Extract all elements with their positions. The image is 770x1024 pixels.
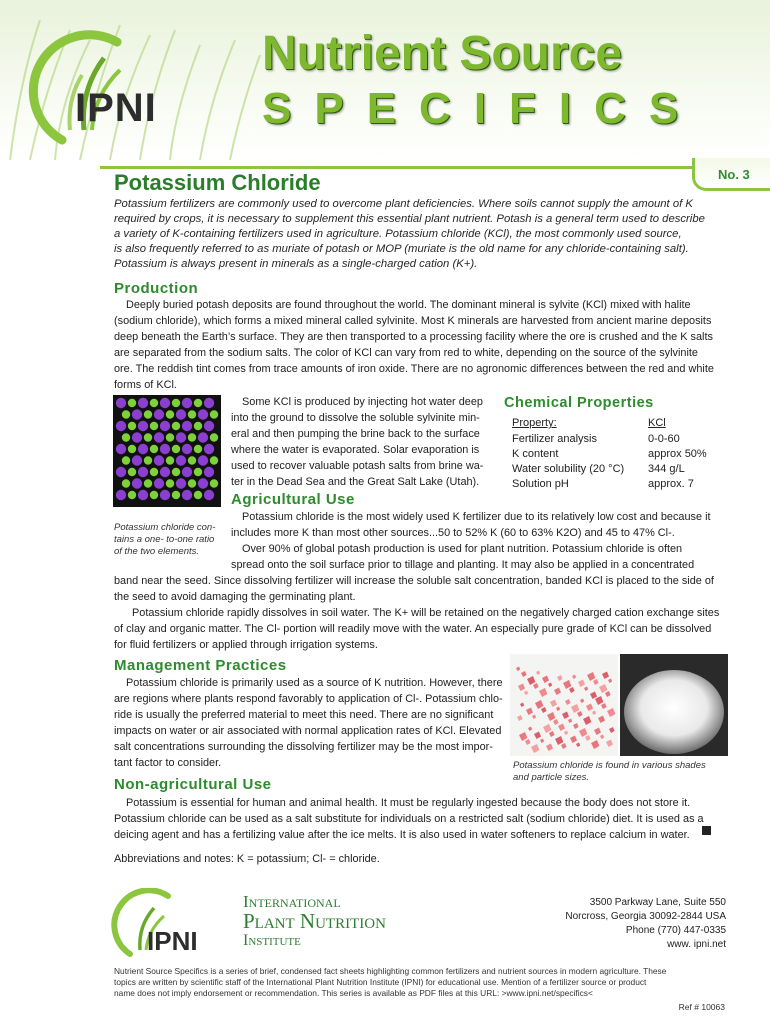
chloride-atom (166, 433, 174, 441)
intro-line: a variety of K-containing fertilizers used in agriculture. Potassium chloride (KCl), the most commonly used source, (114, 228, 682, 240)
body-line: Potassium chloride is the most widely used K fertilizer due to its relatively low cost and because it (242, 511, 711, 523)
table-cell: approx 50% (648, 448, 707, 460)
body-line: for fluid fertilizers or applied through irrigation systems. (114, 639, 378, 651)
potassium-atom (160, 467, 170, 477)
potassium-atom (138, 444, 148, 454)
intro-line: required by crops, it is necessary to supplement this essential plant nutrient. Potash is a general term used to describe (114, 213, 705, 225)
potassium-atom (176, 455, 186, 465)
body-line: Potassium chloride is primarily used as a source of K nutrition. However, there (126, 677, 503, 689)
chloride-atom (144, 479, 152, 487)
chloride-atom (150, 422, 158, 430)
body-line: used to recover valuable potash salts from brine wa- (231, 460, 484, 472)
chloride-atom (210, 456, 218, 464)
potassium-atom (182, 444, 192, 454)
body-line: ter in the Dead Sea and the Great Salt Lake (Utah). (231, 476, 480, 488)
chloride-atom (188, 410, 196, 418)
body-line: impacts on water or air associated with normal application rates of KCl. Elevated (114, 725, 502, 737)
body-line: eral and then pumping the brine back to the surface (231, 428, 480, 440)
potassium-atom (160, 398, 170, 408)
potassium-atom (182, 398, 192, 408)
potassium-atom (198, 432, 208, 442)
column-header-kcl: KCl (648, 417, 666, 429)
chloride-atom (172, 445, 180, 453)
chloride-atom (144, 410, 152, 418)
body-line: the seed to avoid damaging the germinating plant. (114, 591, 356, 603)
potassium-atom (176, 409, 186, 419)
body-line: ore. The reddish tint comes from trace amounts of iron oxide. There are no agronomic differences between the red and white (114, 363, 714, 375)
chloride-atom (128, 491, 136, 499)
body-line: Potassium chloride can be used as a salt substitute for individuals on a restricted salt (sodium chloride) diet. It is used as a (114, 813, 704, 825)
potassium-atom (160, 490, 170, 500)
chloride-atom (188, 456, 196, 464)
potassium-atom (116, 444, 126, 454)
figure-caption: of the two elements. (114, 546, 200, 557)
section-heading-chemical: Chemical Properties (504, 395, 654, 411)
potassium-atom (198, 455, 208, 465)
body-line: are regions where plants respond favorably to application of Cl-. Potassium chlo- (114, 693, 503, 705)
address-line: Norcross, Georgia 30092-2844 USA (565, 911, 726, 922)
chloride-atom (122, 410, 130, 418)
potassium-atom (204, 444, 214, 454)
chloride-atom (122, 433, 130, 441)
chloride-atom (172, 422, 180, 430)
potassium-atom (138, 490, 148, 500)
table-cell: Fertilizer analysis (512, 433, 597, 445)
logo-text: IPNI (75, 86, 157, 130)
potassium-atom (160, 444, 170, 454)
white-kcl-photo (620, 654, 728, 756)
series-description (114, 966, 726, 999)
potassium-atom (204, 467, 214, 477)
figure-caption: Potassium chloride con- (114, 522, 216, 533)
chloride-atom (166, 479, 174, 487)
potassium-atom (132, 455, 142, 465)
chloride-atom (144, 456, 152, 464)
chloride-atom (172, 468, 180, 476)
chloride-atom (150, 468, 158, 476)
chloride-atom (166, 410, 174, 418)
institute-name-line: International (243, 892, 341, 911)
body-line: tant factor to consider. (114, 757, 222, 769)
body-line: Deeply buried potash deposits are found throughout the world. The dominant mineral is sylvite (KCl) mixed with halite (126, 299, 691, 311)
potassium-atom (198, 478, 208, 488)
potassium-atom (182, 490, 192, 500)
section-heading-management: Management Practices (114, 657, 287, 674)
figure-caption: and particle sizes. (513, 772, 590, 783)
description-line: name does not imply endorsement or recommendation. This series is available as PDF files at this URL: >www.ipni.net/specifics< (114, 988, 593, 998)
potassium-atom (132, 432, 142, 442)
website-link[interactable]: www. ipni.net (667, 939, 726, 950)
table-cell: 344 g/L (648, 463, 685, 475)
figure-caption: Potassium chloride is found in various shades (513, 760, 706, 771)
chloride-atom (128, 445, 136, 453)
description-line: topics are written by scientific staff of the International Plant Nutrition Institute (IPNI) for educational use. Mention of a fertilizer source or product (114, 977, 647, 987)
body-line: Over 90% of global potash production is used for plant nutrition. Potassium chloride is often (242, 543, 683, 555)
chloride-atom (128, 422, 136, 430)
potassium-atom (204, 490, 214, 500)
chloride-atom (150, 399, 158, 407)
potassium-atom (176, 478, 186, 488)
page-title: Potassium Chloride (114, 170, 321, 195)
chloride-atom (122, 479, 130, 487)
chloride-atom (172, 399, 180, 407)
potassium-atom (116, 421, 126, 431)
abbreviations-note: Abbreviations and notes: K = potassium; Cl- = chloride. (114, 853, 380, 865)
potassium-atom (138, 467, 148, 477)
section-heading-nonag: Non-agricultural Use (114, 776, 272, 793)
chloride-atom (150, 491, 158, 499)
red-kcl-photo (510, 654, 618, 756)
potassium-atom (116, 467, 126, 477)
institute-name-line: Institute (243, 932, 301, 949)
body-line: spread onto the soil surface prior to tillage and planting. It may also be applied in a concentrated (231, 559, 695, 571)
reference-number: Ref # 10063 (678, 1002, 725, 1012)
kcl-crystal-image (113, 395, 221, 507)
body-line: where the water is evaporated. Solar evaporation is (231, 444, 480, 456)
intro-line: Potassium fertilizers are commonly used to overcome plant deficiencies. Where soils cannot supply the amount of K (114, 198, 693, 210)
body-line: deicing agent and has a fertilizing value after the ice melts. It is also used in water softeners to replace calcium in water. (114, 829, 690, 841)
potassium-atom (154, 409, 164, 419)
potassium-atom (182, 467, 192, 477)
footer-logo-text: IPNI (147, 926, 198, 956)
potassium-atom (182, 421, 192, 431)
chloride-atom (194, 468, 202, 476)
chloride-atom (210, 479, 218, 487)
potassium-atom (176, 432, 186, 442)
chloride-atom (194, 491, 202, 499)
body-line: includes more K than most other sources...50 to 52% K (60 to 63% K2O) and 45 to 47% Cl-. (231, 527, 675, 539)
section-heading-production: Production (114, 280, 199, 297)
potassium-atom (138, 421, 148, 431)
table-cell: Solution pH (512, 478, 569, 490)
potassium-atom (154, 455, 164, 465)
potassium-atom (132, 478, 142, 488)
chloride-atom (188, 479, 196, 487)
address-line: 3500 Parkway Lane, Suite 550 (589, 897, 726, 908)
chloride-atom (128, 468, 136, 476)
figure-caption: tains a one- to-one ratio (114, 534, 215, 545)
body-line: are separated from the sodium salts. The color of KCl can vary from red to white, depending on the source of the sylvinite (114, 347, 698, 359)
body-line: Some KCl is produced by injecting hot water deep (242, 396, 483, 408)
chloride-atom (150, 445, 158, 453)
body-line: of clay and organic matter. The Cl- portion will readily move with the water. An especially pure grade of KCl can be dissolved (114, 623, 712, 635)
potassium-atom (154, 432, 164, 442)
intro-line: Potassium is always present in minerals as a single-charged cation (K+). (114, 258, 478, 270)
body-line: forms of KCl. (114, 379, 177, 391)
potassium-atom (138, 398, 148, 408)
body-line: salt concentrations surrounding the dissolving fertilizer may be the most impor- (114, 741, 493, 753)
potassium-atom (116, 398, 126, 408)
chloride-atom (194, 445, 202, 453)
table-cell: 0-0-60 (648, 433, 680, 445)
chloride-atom (210, 410, 218, 418)
potassium-atom (160, 421, 170, 431)
divider (100, 166, 770, 169)
section-heading-agricultural: Agricultural Use (231, 491, 355, 508)
table-cell: Water solubility (20 °C) (512, 463, 625, 475)
chloride-atom (194, 399, 202, 407)
chloride-atom (188, 433, 196, 441)
intro-line: is also frequently referred to as muriate of potash or MOP (muriate is the old name for any chloride-containing salt). (114, 243, 689, 255)
series-subtitle: SPECIFICS (262, 84, 702, 133)
chloride-atom (122, 456, 130, 464)
potassium-atom (154, 478, 164, 488)
potassium-atom (204, 398, 214, 408)
chloride-atom (172, 491, 180, 499)
body-line: Potassium chloride rapidly dissolves in soil water. The K+ will be retained on the negatively charged cation exchange sites (132, 607, 720, 619)
institute-name-line: Plant Nutrition (243, 909, 386, 933)
body-line: Potassium is essential for human and animal health. It must be regularly ingested because the body does not store it. (126, 797, 691, 809)
issue-number: No. 3 (718, 167, 750, 182)
potassium-atom (204, 421, 214, 431)
body-line: into the ground to dissolve the soluble sylvinite min- (231, 412, 480, 424)
chloride-atom (128, 399, 136, 407)
body-line: ride is usually the preferred material to meet this need. There are no significant (114, 709, 494, 721)
body-line: (sodium chloride), which forms a mixed mineral called sylvinite. Most K minerals are harvested from ancient marine deposits (114, 315, 712, 327)
chloride-atom (166, 456, 174, 464)
chloride-atom (210, 433, 218, 441)
description-line: Nutrient Source Specifics is a series of brief, condensed fact sheets highlighting common fertilizers and nutrient sources in modern agriculture. These (114, 966, 667, 976)
series-title: Nutrient Source (262, 27, 623, 80)
potassium-atom (132, 409, 142, 419)
column-header-property: Property: (512, 417, 557, 429)
body-line: band near the seed. Since dissolving fertilizer will increase the soluble salt concentration, banded KCl is placed to the side of (114, 575, 714, 587)
table-cell: approx. 7 (648, 478, 694, 490)
body-line: deep beneath the Earth’s surface. They are then transported to a processing facility where the ore is crushed and the K salts (114, 331, 713, 343)
end-mark (702, 826, 711, 835)
chloride-atom (144, 433, 152, 441)
potassium-atom (198, 409, 208, 419)
chloride-atom (194, 422, 202, 430)
table-cell: K content (512, 448, 559, 460)
address-line: Phone (770) 447-0335 (625, 925, 726, 936)
potassium-atom (116, 490, 126, 500)
